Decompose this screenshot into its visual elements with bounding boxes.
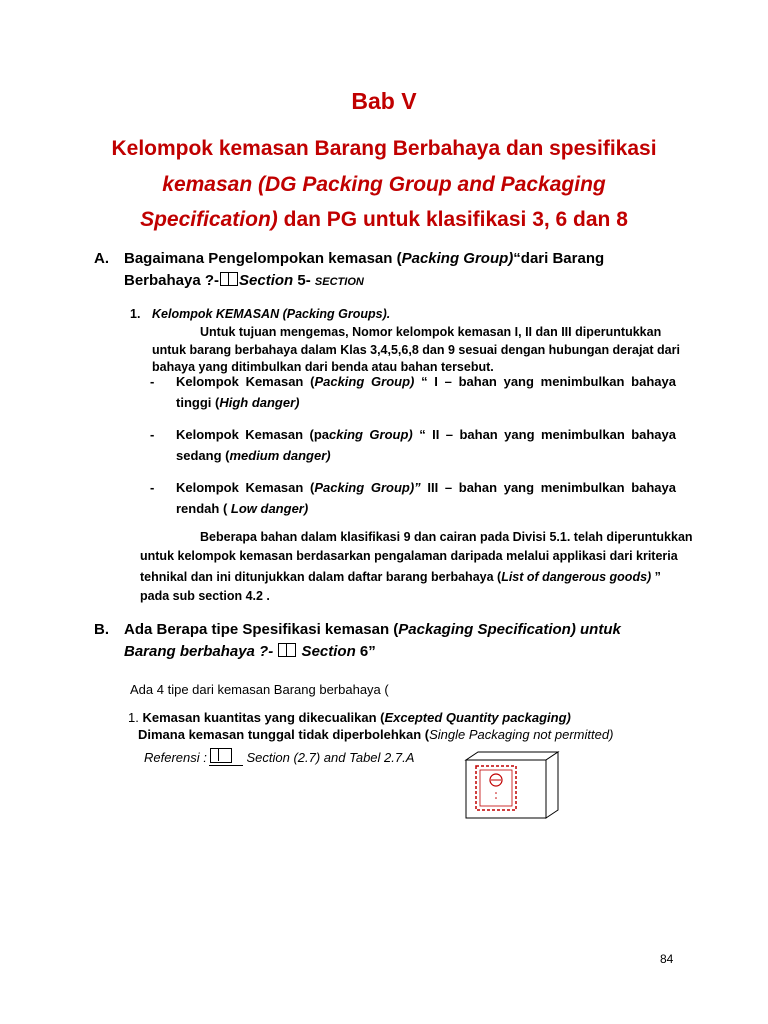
section-b-intro: Ada 4 tipe dari kemasan Barang berbahaya ( (130, 682, 389, 697)
title-line-2: kemasan (DG Packing Group and Packaging (162, 173, 606, 196)
section-b-heading (124, 619, 704, 663)
bullet-text-end: “ II – bahan yang menimbulkan bahaya (412, 427, 676, 442)
reference-text: Section (2.7) and Tabel 2.7.A (242, 750, 415, 765)
bullet-dash: - (150, 480, 155, 495)
paragraph-2-quote: ” (651, 570, 661, 584)
title-line-3-rest: dan PG untuk klasifikasi 3, 6 dan 8 (277, 208, 628, 231)
bullet-text-end: “ I – bahan yang menimbulkan bahaya (414, 374, 676, 389)
packaging-type-number: 1. (128, 710, 139, 725)
section-b-line2: Barang berbahaya ?- (124, 643, 278, 660)
bullet-italic: Packing Group) (314, 374, 415, 389)
title-line-1: Kelompok kemasan Barang Berbahaya dan spesifikasi (111, 137, 657, 160)
reference-label: Referensi : (144, 750, 207, 765)
page-number: 84 (660, 952, 674, 966)
packaging-type-italic: Excepted Quantity packaging) (384, 710, 571, 725)
paragraph-2-line-4: pada sub section 4.2 . (140, 589, 270, 603)
book-icon (278, 643, 296, 657)
paragraph-1-line-1: Untuk tujuan mengemas, Nomor kelompok kemasan I, II dan III diperuntukkan (200, 325, 662, 339)
packaging-type-desc-italic: Single Packaging not permitted) (429, 727, 614, 742)
bullet-item-3 (176, 477, 676, 519)
bullet-item-1 (176, 371, 676, 413)
bullet-italic: Packing Group)” (314, 480, 421, 495)
section-a-italic: Packing Group) (401, 250, 514, 267)
section-b-letter: B. (94, 621, 109, 638)
bullet-italic: cking Group) (329, 427, 413, 442)
section-b-section-num: 6” (355, 643, 376, 660)
subsection-title: Kelompok KEMASAN (Packing Groups). (152, 307, 391, 321)
section-b-text: Ada Berapa tipe Spesifikasi kemasan ( (124, 621, 399, 638)
reference-line (144, 748, 414, 766)
bullet-text: Kelompok Kemasan (pa (176, 427, 330, 442)
bullet-dash: - (150, 427, 155, 442)
section-a-letter: A. (94, 250, 109, 267)
book-icon (220, 272, 238, 286)
section-a-text: Bagaimana Pengelompokan kemasan ( (124, 250, 402, 267)
title-line-3 (0, 205, 768, 235)
chapter-heading: Bab V (351, 88, 417, 114)
bullet-level: tinggi ( (176, 395, 220, 410)
bullet-text: Kelompok Kemasan ( (176, 480, 315, 495)
paragraph-1-line-3: bahaya yang ditimbulkan dari benda atau bahan tersebut. (152, 360, 494, 374)
section-b-section-word: Section (297, 643, 356, 660)
section-a-line2: Berbahaya ?- (124, 272, 220, 289)
packaging-type-1 (128, 709, 613, 743)
paragraph-2-line-1: Beberapa bahan dalam klasifikasi 9 dan cairan pada Divisi 5.1. telah diperuntukkan (200, 530, 693, 544)
section-a-section-caps: SECTION (314, 276, 364, 288)
section-a-section-word: Section (239, 272, 294, 289)
section-a-text-end: “dari Barang (513, 250, 605, 267)
bullet-text: Kelompok Kemasan ( (176, 374, 315, 389)
section-a-heading (124, 248, 684, 293)
book-icon (210, 748, 232, 763)
bullet-text-end: III – bahan yang menimbulkan bahaya (420, 480, 676, 495)
paragraph-2-text: tehnikal dan ini ditunjukkan dalam daftar barang berbahaya ( (140, 570, 502, 584)
section-a-section-num: 5- (293, 272, 315, 289)
packaging-type-desc: Dimana kemasan tunggal tidak diperbolehkan ( (138, 727, 430, 742)
paragraph-1-line-2: untuk barang berbahaya dalam Klas 3,4,5,6,8 dan 9 sesuai dengan hubungan derajat dari (152, 343, 680, 357)
subsection-number: 1. (130, 307, 141, 321)
paragraph-2-italic: List of dangerous goods) (501, 570, 652, 584)
bullet-level-italic: medium danger) (229, 448, 331, 463)
bullet-level: rendah ( (176, 501, 231, 516)
package-box-illustration (458, 750, 566, 822)
packaging-type-title: Kemasan kuantitas yang dikecualikan ( (138, 710, 385, 725)
bullet-level: sedang ( (176, 448, 230, 463)
section-b-italic: Packaging Specification) untuk (398, 621, 621, 638)
bullet-level-italic: Low danger) (230, 501, 309, 516)
bullet-dash: - (150, 374, 155, 389)
paragraph-2-line-2: untuk kelompok kemasan berdasarkan pengalaman daripada melalui applikasi dari kriteria (140, 549, 678, 563)
paragraph-2-line-3 (140, 568, 676, 586)
bullet-level-italic: High danger) (219, 395, 300, 410)
bullet-item-2 (176, 424, 676, 466)
title-line-3-italic: Specification) (140, 208, 278, 231)
